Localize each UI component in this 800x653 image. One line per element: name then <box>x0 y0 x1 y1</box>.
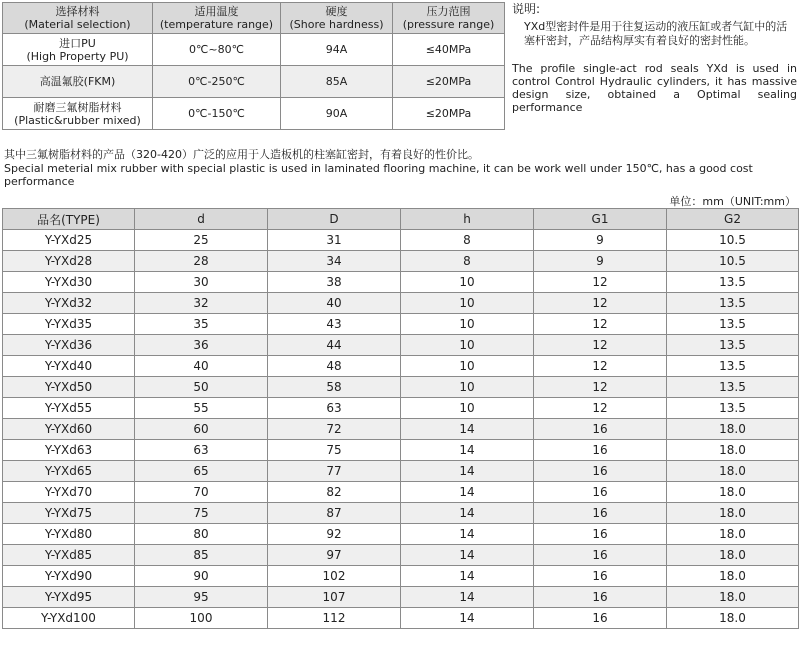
d-cell: 40 <box>135 356 268 377</box>
g2-cell: 13.5 <box>667 356 799 377</box>
d-cell: 55 <box>135 398 268 419</box>
material-table <box>2 2 505 130</box>
big-d-cell: 31 <box>268 230 401 251</box>
g1-cell: 16 <box>534 419 667 440</box>
big-d-cell: 112 <box>268 608 401 629</box>
g2-cell: 18.0 <box>667 545 799 566</box>
d-cell: 100 <box>135 608 268 629</box>
h-cell: 8 <box>401 230 534 251</box>
big-d-cell: 34 <box>268 251 401 272</box>
big-d-cell: 107 <box>268 587 401 608</box>
g1-cell: 16 <box>534 587 667 608</box>
pressure-cell: ≤20MPa <box>393 98 505 130</box>
material-cell: 进口PU (High Property PU) <box>3 34 153 66</box>
type-cell: Y-YXd30 <box>3 272 135 293</box>
big-d-cell: 75 <box>268 440 401 461</box>
h-cell: 10 <box>401 335 534 356</box>
type-cell: Y-YXd25 <box>3 230 135 251</box>
h-cell: 10 <box>401 377 534 398</box>
hardness-cell: 94A <box>281 34 393 66</box>
size-table-body <box>3 230 799 629</box>
g2-cell: 10.5 <box>667 230 799 251</box>
big-d-cell: 63 <box>268 398 401 419</box>
g1-cell: 16 <box>534 566 667 587</box>
table-row <box>3 314 799 335</box>
header-material: 选择材料 (Material selection) <box>3 3 153 34</box>
big-d-cell: 92 <box>268 524 401 545</box>
d-cell: 25 <box>135 230 268 251</box>
g1-cell: 16 <box>534 440 667 461</box>
h-cell: 14 <box>401 545 534 566</box>
d-cell: 85 <box>135 545 268 566</box>
h-cell: 10 <box>401 293 534 314</box>
type-cell: Y-YXd70 <box>3 482 135 503</box>
g1-cell: 12 <box>534 272 667 293</box>
header-g1: G1 <box>534 209 667 230</box>
g1-cell: 16 <box>534 524 667 545</box>
g1-cell: 12 <box>534 377 667 398</box>
type-cell: Y-YXd35 <box>3 314 135 335</box>
g1-cell: 16 <box>534 545 667 566</box>
material-table-header <box>3 3 505 34</box>
g2-cell: 13.5 <box>667 293 799 314</box>
table-row <box>3 251 799 272</box>
h-cell: 14 <box>401 461 534 482</box>
d-cell: 75 <box>135 503 268 524</box>
g1-cell: 16 <box>534 482 667 503</box>
note-cn: 其中三氟树脂材料的产品（320-420）广泛的应用于人造板机的柱塞缸密封，有着良好的性价比。 <box>4 148 479 161</box>
type-cell: Y-YXd95 <box>3 587 135 608</box>
type-cell: Y-YXd60 <box>3 419 135 440</box>
d-cell: 32 <box>135 293 268 314</box>
h-cell: 10 <box>401 356 534 377</box>
type-cell: Y-YXd50 <box>3 377 135 398</box>
type-cell: Y-YXd63 <box>3 440 135 461</box>
table-row <box>3 293 799 314</box>
table-row <box>3 461 799 482</box>
g1-cell: 12 <box>534 335 667 356</box>
material-cell: 耐磨三氟树脂材料 (Plastic&rubber mixed) <box>3 98 153 130</box>
table-row <box>3 419 799 440</box>
header-h: h <box>401 209 534 230</box>
d-cell: 90 <box>135 566 268 587</box>
table-row <box>3 503 799 524</box>
big-d-cell: 58 <box>268 377 401 398</box>
g2-cell: 18.0 <box>667 482 799 503</box>
table-row <box>3 440 799 461</box>
header-pressure: 压力范围 (pressure range) <box>393 3 505 34</box>
header-d: d <box>135 209 268 230</box>
header-g2: G2 <box>667 209 799 230</box>
big-d-cell: 43 <box>268 314 401 335</box>
header-type: 品名(TYPE) <box>3 209 135 230</box>
d-cell: 95 <box>135 587 268 608</box>
g2-cell: 10.5 <box>667 251 799 272</box>
type-cell: Y-YXd65 <box>3 461 135 482</box>
h-cell: 14 <box>401 587 534 608</box>
g1-cell: 12 <box>534 314 667 335</box>
description <box>512 2 797 114</box>
g2-cell: 13.5 <box>667 314 799 335</box>
table-row <box>3 587 799 608</box>
temperature-cell: 0℃-250℃ <box>153 66 281 98</box>
h-cell: 14 <box>401 503 534 524</box>
d-cell: 35 <box>135 314 268 335</box>
h-cell: 8 <box>401 251 534 272</box>
d-cell: 70 <box>135 482 268 503</box>
type-cell: Y-YXd80 <box>3 524 135 545</box>
material-row <box>3 34 505 66</box>
g2-cell: 13.5 <box>667 398 799 419</box>
d-cell: 28 <box>135 251 268 272</box>
g2-cell: 18.0 <box>667 587 799 608</box>
type-cell: Y-YXd55 <box>3 398 135 419</box>
type-cell: Y-YXd85 <box>3 545 135 566</box>
big-d-cell: 40 <box>268 293 401 314</box>
d-cell: 30 <box>135 272 268 293</box>
description-title: 说明: <box>512 2 541 16</box>
table-row <box>3 482 799 503</box>
big-d-cell: 72 <box>268 419 401 440</box>
g2-cell: 18.0 <box>667 440 799 461</box>
hardness-cell: 85A <box>281 66 393 98</box>
d-cell: 63 <box>135 440 268 461</box>
temperature-cell: 0℃-150℃ <box>153 98 281 130</box>
description-cn: YXd型密封件是用于往复运动的液压缸或者气缸中的活塞杆密封，产品结构厚实有着良好的密封性能。 <box>524 20 788 47</box>
h-cell: 14 <box>401 566 534 587</box>
d-cell: 80 <box>135 524 268 545</box>
h-cell: 10 <box>401 314 534 335</box>
table-row <box>3 566 799 587</box>
g1-cell: 9 <box>534 251 667 272</box>
g2-cell: 13.5 <box>667 377 799 398</box>
header-temperature: 适用温度 (temperature range) <box>153 3 281 34</box>
temperature-cell: 0℃~80℃ <box>153 34 281 66</box>
g1-cell: 16 <box>534 503 667 524</box>
big-d-cell: 38 <box>268 272 401 293</box>
table-row <box>3 608 799 629</box>
d-cell: 36 <box>135 335 268 356</box>
big-d-cell: 44 <box>268 335 401 356</box>
g2-cell: 18.0 <box>667 419 799 440</box>
d-cell: 65 <box>135 461 268 482</box>
table-row <box>3 272 799 293</box>
h-cell: 14 <box>401 440 534 461</box>
table-row <box>3 230 799 251</box>
g2-cell: 18.0 <box>667 608 799 629</box>
big-d-cell: 97 <box>268 545 401 566</box>
material-row <box>3 98 505 130</box>
type-cell: Y-YXd32 <box>3 293 135 314</box>
h-cell: 10 <box>401 398 534 419</box>
table-row <box>3 398 799 419</box>
g1-cell: 12 <box>534 356 667 377</box>
type-cell: Y-YXd90 <box>3 566 135 587</box>
g2-cell: 18.0 <box>667 524 799 545</box>
g1-cell: 12 <box>534 398 667 419</box>
description-en: The profile single-act rod seals YXd is used in control Control Hydraulic cylinders, it has massive design size, obtained a Optimal sealing performance <box>512 62 797 114</box>
table-row <box>3 377 799 398</box>
table-row <box>3 524 799 545</box>
type-cell: Y-YXd100 <box>3 608 135 629</box>
type-cell: Y-YXd36 <box>3 335 135 356</box>
g1-cell: 9 <box>534 230 667 251</box>
h-cell: 10 <box>401 272 534 293</box>
size-table-header <box>3 209 799 230</box>
h-cell: 14 <box>401 419 534 440</box>
size-table <box>2 208 799 629</box>
header-hardness: 硬度 (Shore hardness) <box>281 3 393 34</box>
table-row <box>3 356 799 377</box>
g2-cell: 18.0 <box>667 566 799 587</box>
d-cell: 50 <box>135 377 268 398</box>
g2-cell: 18.0 <box>667 503 799 524</box>
h-cell: 14 <box>401 482 534 503</box>
g1-cell: 12 <box>534 293 667 314</box>
application-note <box>4 148 798 188</box>
big-d-cell: 102 <box>268 566 401 587</box>
big-d-cell: 48 <box>268 356 401 377</box>
g1-cell: 16 <box>534 608 667 629</box>
g2-cell: 18.0 <box>667 461 799 482</box>
unit-label: 单位：mm（UNIT:mm） <box>669 195 796 208</box>
type-cell: Y-YXd28 <box>3 251 135 272</box>
type-cell: Y-YXd40 <box>3 356 135 377</box>
h-cell: 14 <box>401 524 534 545</box>
pressure-cell: ≤20MPa <box>393 66 505 98</box>
g2-cell: 13.5 <box>667 335 799 356</box>
g2-cell: 13.5 <box>667 272 799 293</box>
material-cell: 高温氟胶(FKM) <box>3 66 153 98</box>
header-big-d: D <box>268 209 401 230</box>
material-row <box>3 66 505 98</box>
pressure-cell: ≤40MPa <box>393 34 505 66</box>
g1-cell: 16 <box>534 461 667 482</box>
hardness-cell: 90A <box>281 98 393 130</box>
type-cell: Y-YXd75 <box>3 503 135 524</box>
h-cell: 14 <box>401 608 534 629</box>
table-row <box>3 335 799 356</box>
big-d-cell: 77 <box>268 461 401 482</box>
table-row <box>3 545 799 566</box>
big-d-cell: 82 <box>268 482 401 503</box>
big-d-cell: 87 <box>268 503 401 524</box>
d-cell: 60 <box>135 419 268 440</box>
note-en: Special meterial mix rubber with special plastic is used in laminated flooring machine, it can be work well under 150℃, has a good cost performance <box>4 162 753 188</box>
